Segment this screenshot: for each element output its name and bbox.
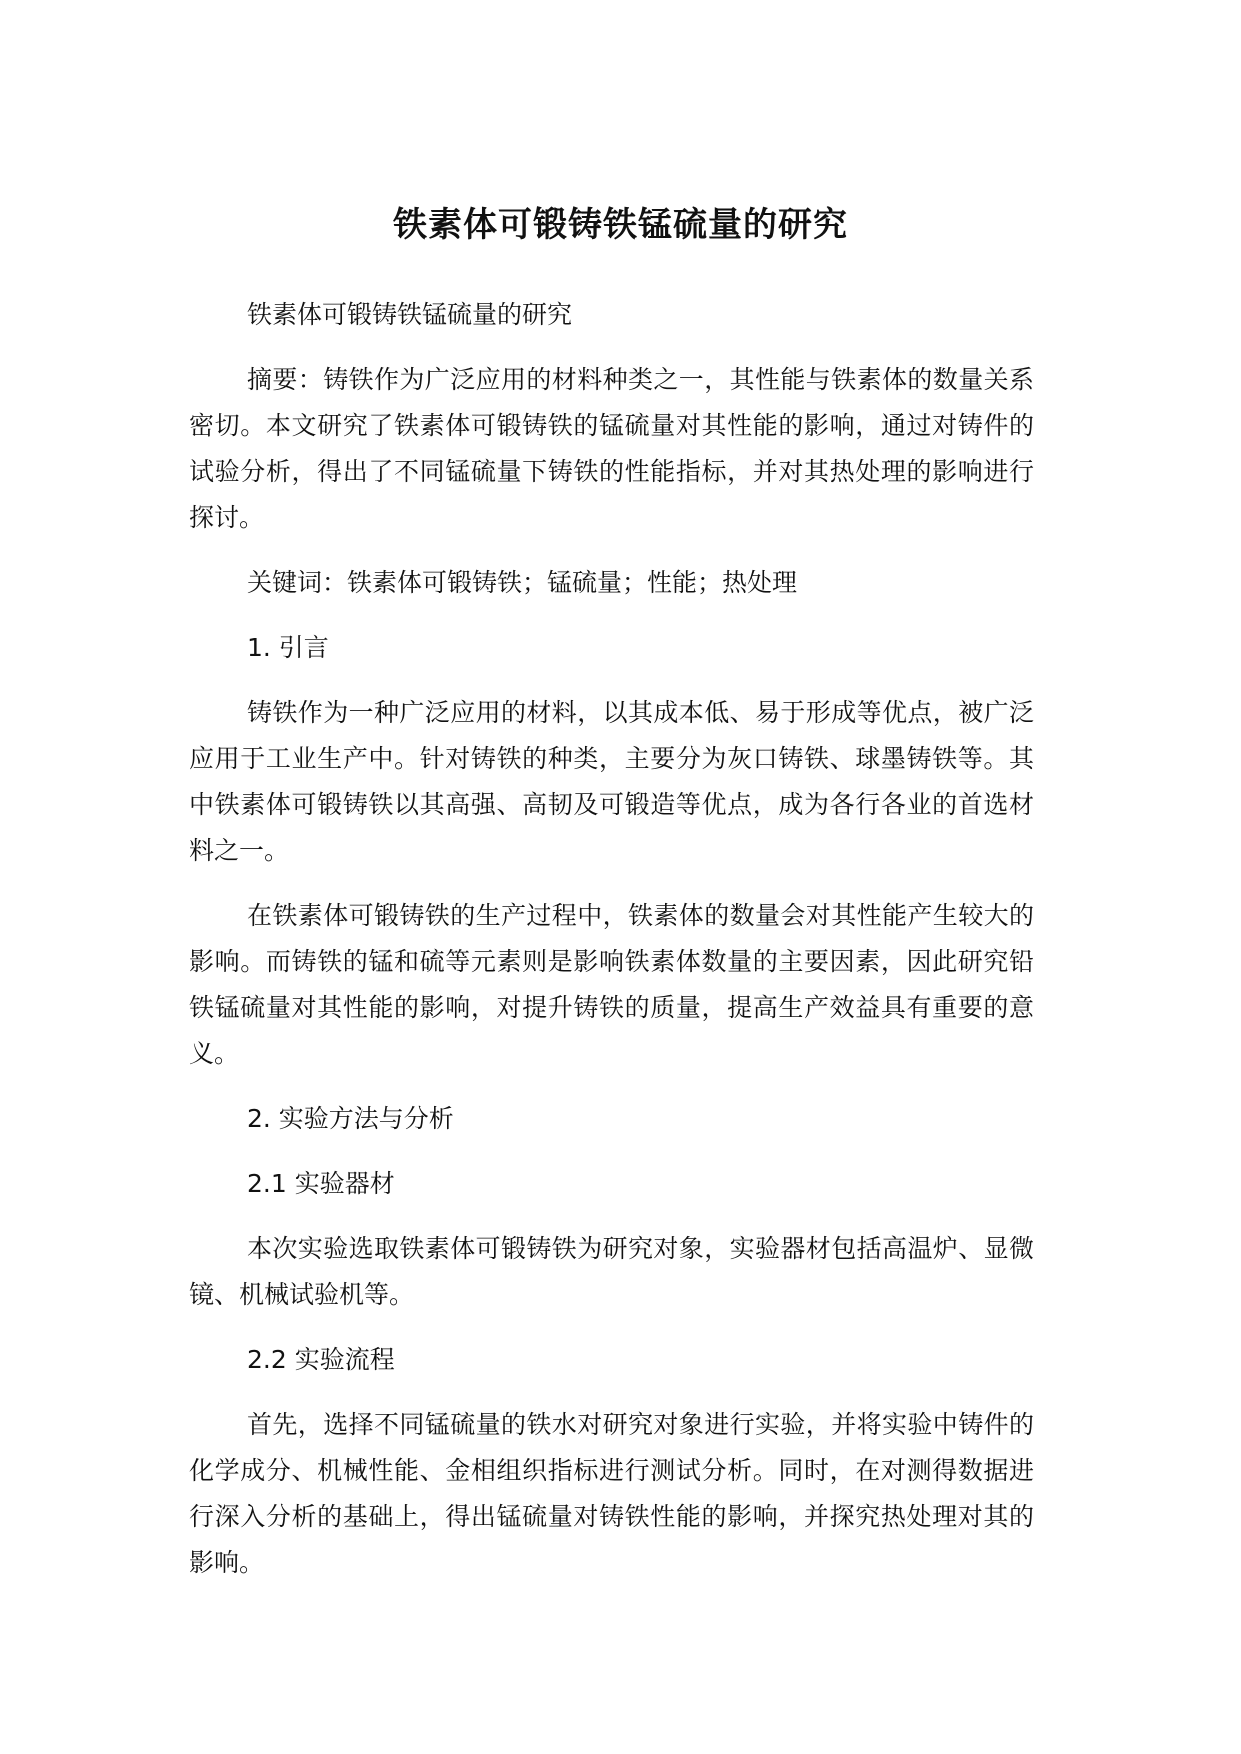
document-title: 铁素体可锻铸铁锰硫量的研究 <box>393 204 848 245</box>
section-heading-methods: 2. 实验方法与分析 <box>247 1104 454 1133</box>
document-body <box>189 292 1034 1605</box>
subsection-heading-equipment: 2.1 实验器材 <box>247 1169 395 1198</box>
paragraph-introduction-2: 在铁素体可锻铸铁的生产过程中，铁素体的数量会对其性能产生较大的影响。而铸铁的锰和硫等元素则是影响铁素体数量的主要因素，因此研究铅铁锰硫量对其性能的影响，对提升铸铁的质量，提高生产效益具有重要的意义。 <box>189 901 1034 1068</box>
paragraph-procedure: 首先，选择不同锰硫量的铁水对研究对象进行实验，并将实验中铸件的化学成分、机械性能、金相组织指标进行测试分析。同时，在对测得数据进行深入分析的基础上，得出锰硫量对铸铁性能的影响，并探究热处理对其的影响。 <box>189 1410 1034 1577</box>
paragraph-equipment: 本次实验选取铁素体可锻铸铁为研究对象，实验器材包括高温炉、显微镜、机械试验机等。 <box>189 1234 1034 1309</box>
paragraph-keywords: 关键词：铁素体可锻铸铁；锰硫量；性能；热处理 <box>247 568 798 597</box>
paragraph-introduction-1: 铸铁作为一种广泛应用的材料，以其成本低、易于形成等优点，被广泛应用于工业生产中。针对铸铁的种类，主要分为灰口铸铁、球墨铸铁等。其中铁素体可锻铸铁以其高强、高韧及可锻造等优点，成为各行各业的首选材料之一。 <box>189 698 1034 865</box>
subsection-heading-procedure: 2.2 实验流程 <box>247 1345 395 1374</box>
paragraph-abstract: 摘要：铸铁作为广泛应用的材料种类之一，其性能与铁素体的数量关系密切。本文研究了铁素体可锻铸铁的锰硫量对其性能的影响，通过对铸件的试验分析，得出了不同锰硫量下铸铁的性能指标，并对其热处理的影响进行探讨。 <box>189 365 1034 532</box>
section-heading-introduction: 1. 引言 <box>247 633 329 662</box>
paragraph-subtitle: 铁素体可锻铸铁锰硫量的研究 <box>247 300 573 329</box>
